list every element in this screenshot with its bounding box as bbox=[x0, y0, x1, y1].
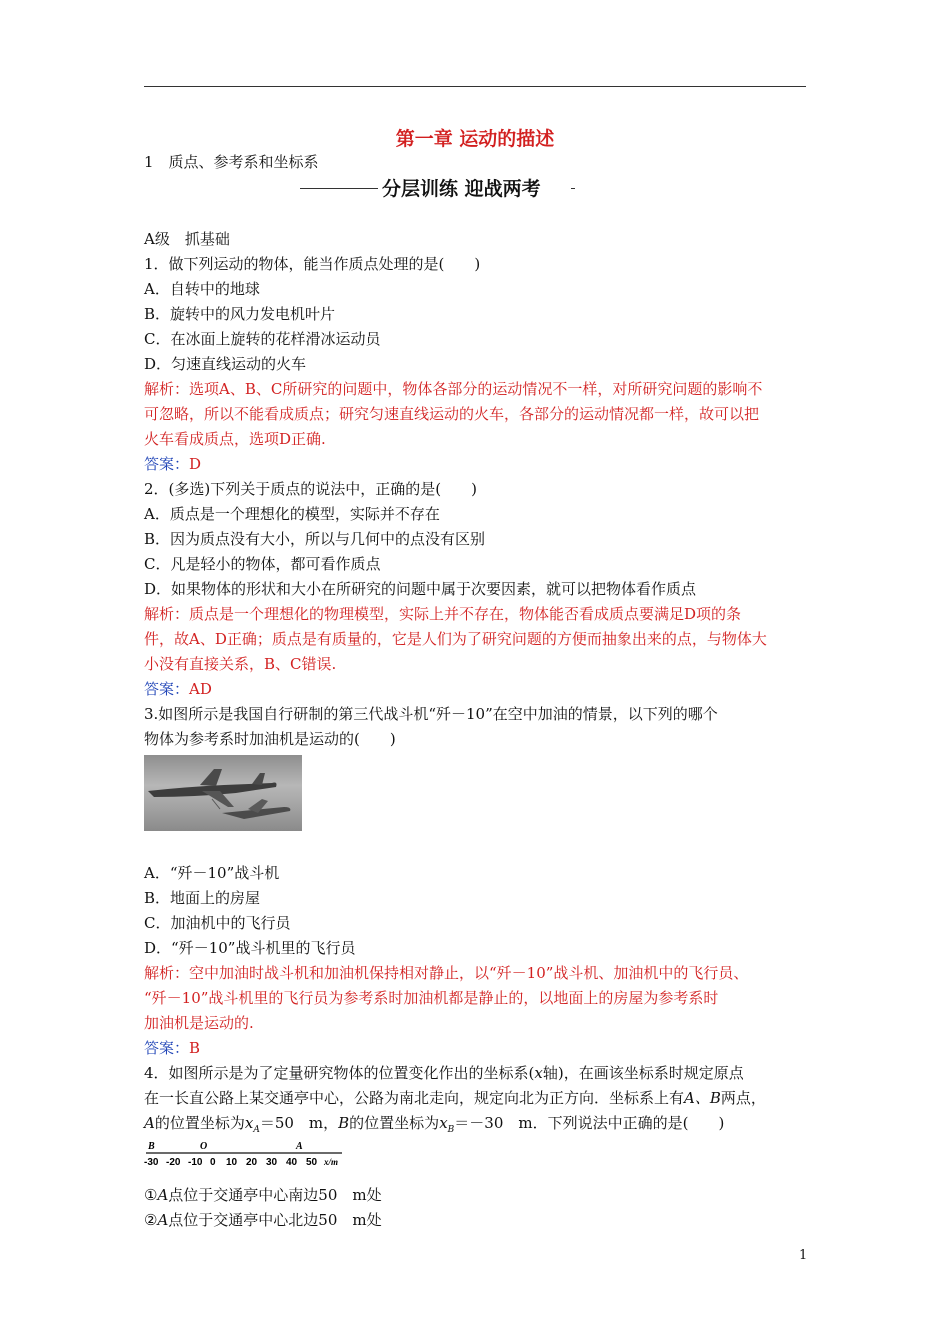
q2-stem: 2．(多选)下列关于质点的说法中，正确的是( ) bbox=[144, 480, 477, 498]
page-number: 1 bbox=[799, 1248, 808, 1263]
q1-option-b: B．旋转中的风力发电机叶片 bbox=[144, 305, 336, 323]
axis-tick-10: 10 bbox=[226, 1157, 238, 1167]
q1-analysis-line-2: 可忽略，所以不能看成质点；研究匀速直线运动的火车，各部分的运动情况都一样，故可以把 bbox=[144, 405, 760, 423]
q2-option-d: D．如果物体的形状和大小在所研究的问题中属于次要因素，就可以把物体看作质点 bbox=[144, 580, 697, 598]
q2-analysis-line-3: 小没有直接关系，B、C错误. bbox=[144, 655, 337, 673]
var-xa: x bbox=[244, 1114, 254, 1132]
q3-analysis-line-2: “歼－10”战斗机里的飞行员为参考系时加油机都是静止的，以地面上的房屋为参考系时 bbox=[144, 989, 719, 1007]
q3-analysis-line-3: 加油机是运动的. bbox=[144, 1014, 254, 1032]
q1-answer-value: D bbox=[189, 455, 202, 473]
q4-statement-2: ②A点位于交通亭中心北边50 m处 bbox=[144, 1211, 382, 1229]
q2-option-a: A．质点是一个理想化的模型，实际并不存在 bbox=[144, 505, 440, 523]
axis-point-a: A bbox=[296, 1141, 303, 1152]
q2-answer-label: 答案： bbox=[144, 680, 190, 698]
var-x: x bbox=[534, 1064, 543, 1082]
banner bbox=[300, 174, 575, 202]
section-title: 1 质点、参考系和坐标系 bbox=[144, 153, 319, 171]
q2-analysis-line-2: 件，故A、D正确；质点是有质量的，它是人们为了研究问题的方便而抽象出来的点，与物体大 bbox=[144, 630, 767, 648]
q3-answer-label: 答案： bbox=[144, 1039, 190, 1057]
q1-analysis-line-3: 火车看成质点，选项D正确. bbox=[144, 430, 326, 448]
q3-analysis-line-1: 解析：空中加油时战斗机和加油机保持相对静止，以“歼－10”战斗机、加油机中的飞行员、 bbox=[144, 964, 749, 982]
q1-option-a: A．自转中的地球 bbox=[144, 280, 260, 298]
q3-answer bbox=[144, 1036, 814, 1061]
axis-tick--20: -20 bbox=[166, 1157, 181, 1167]
document-body bbox=[144, 227, 814, 1233]
axis-tick-40: 40 bbox=[286, 1157, 298, 1167]
q3-option-c: C．加油机中的飞行员 bbox=[144, 914, 291, 932]
chapter-title: 第一章 运动的描述 bbox=[395, 128, 555, 150]
q1-option-c: C．在冰面上旋转的花样滑冰运动员 bbox=[144, 330, 381, 348]
q1-option-d: D．匀速直线运动的火车 bbox=[144, 355, 307, 373]
var-xb: x bbox=[439, 1114, 448, 1132]
q1-answer-label: 答案： bbox=[144, 455, 190, 473]
q4-stem-line-1: 4．如图所示是为了定量研究物体的位置变化作出的坐标系(x轴)，在画该坐标系时规定原点 bbox=[144, 1064, 744, 1082]
banner-left-line bbox=[300, 188, 378, 189]
axis-unit: x/m bbox=[324, 1157, 339, 1167]
axis-tick-50: 50 bbox=[306, 1157, 318, 1167]
q1-answer bbox=[144, 452, 814, 477]
level-heading: A级 抓基础 bbox=[144, 230, 230, 248]
q3-option-a: A．“歼－10”战斗机 bbox=[144, 864, 280, 882]
axis-point-o: O bbox=[200, 1141, 208, 1152]
q2-answer bbox=[144, 677, 814, 702]
q2-option-c: C．凡是轻小的物体，都可看作质点 bbox=[144, 555, 381, 573]
coordinate-axis bbox=[144, 1141, 344, 1167]
q2-option-b: B．因为质点没有大小，所以与几何中的点没有区别 bbox=[144, 530, 486, 548]
header-rule bbox=[144, 86, 806, 87]
var-a: A bbox=[144, 1114, 155, 1132]
q1-analysis-line-1: 解析：选项A、B、C所研究的问题中，物体各部分的运动情况不一样，对所研究问题的影响不 bbox=[144, 380, 763, 398]
refueling-photo bbox=[144, 755, 302, 831]
axis-tick-0: 0 bbox=[210, 1157, 216, 1167]
axis-tick-30: 30 bbox=[266, 1157, 278, 1167]
q3-stem-line-2: 物体为参考系时加油机是运动的( ) bbox=[144, 730, 396, 748]
q4-stem-line-3: A的位置坐标为$x_A=50$ m，B的位置坐标为$x_B=-30$ m．下列说法中正确的是( ) bbox=[144, 1114, 725, 1135]
axis-tick--10: -10 bbox=[188, 1157, 203, 1167]
q3-option-b: B．地面上的房屋 bbox=[144, 889, 261, 907]
q2-analysis-line-1: 解析：质点是一个理想化的物理模型，实际上并不存在，物体能否看成质点要满足D项的条 bbox=[144, 605, 742, 623]
banner-right-line bbox=[571, 188, 575, 189]
q2-answer-value: AD bbox=[189, 680, 212, 698]
var-b: B bbox=[338, 1114, 350, 1132]
q3-answer-value: B bbox=[189, 1039, 201, 1057]
q4-statement-1: ①A点位于交通亭中心南边50 m处 bbox=[144, 1186, 382, 1204]
q1-stem: 1．做下列运动的物体，能当作质点处理的是( ) bbox=[144, 255, 481, 273]
axis-tick-20: 20 bbox=[246, 1157, 258, 1167]
q3-stem-line-1: 3.如图所示是我国自行研制的第三代战斗机“歼－10”在空中加油的情景，以下列的哪个 bbox=[144, 705, 718, 723]
q3-option-d: D．“歼－10”战斗机里的飞行员 bbox=[144, 939, 356, 957]
refueling-photo-illustration bbox=[144, 755, 302, 831]
axis-point-b: B bbox=[148, 1141, 155, 1152]
q4-stem-line-2: 在一长直公路上某交通亭中心，公路为南北走向，规定向北为正方向．坐标系上有A、B两点， bbox=[144, 1089, 766, 1107]
axis-tick--30: -30 bbox=[144, 1157, 159, 1167]
banner-text: 分层训练 迎战两考 bbox=[382, 178, 541, 200]
var-ab: A、B bbox=[684, 1089, 721, 1107]
